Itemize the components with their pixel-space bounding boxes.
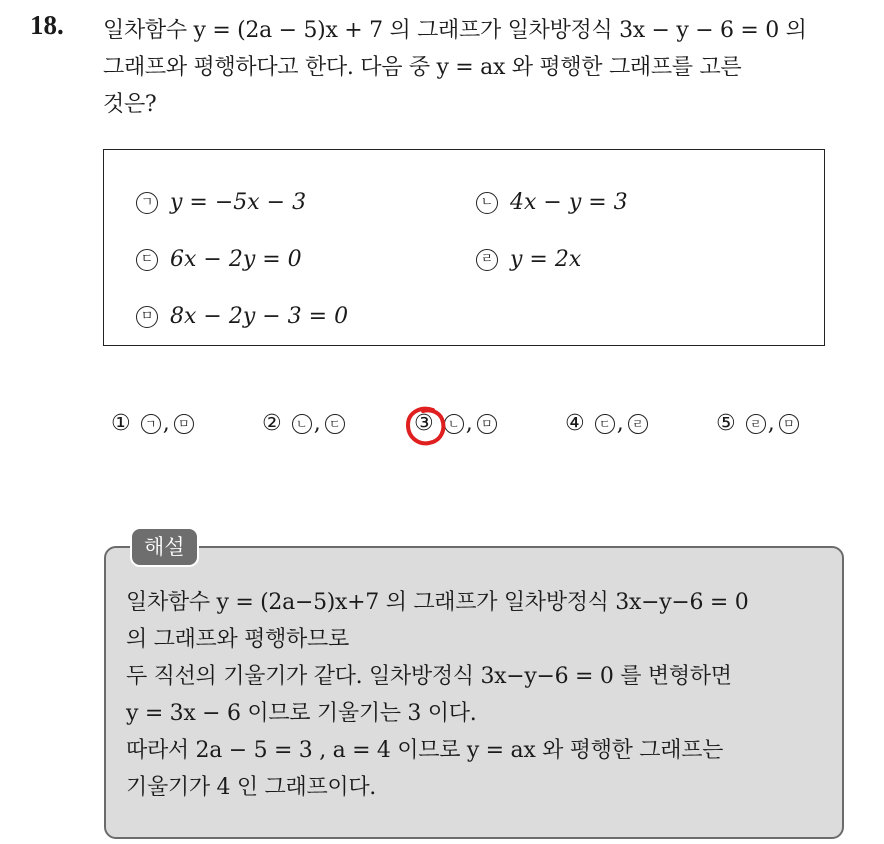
choice-number: ① (111, 411, 131, 436)
question-text (103, 12, 868, 123)
choice-marker: ㅁ (174, 414, 194, 434)
option-expression: y = 2x (510, 247, 582, 272)
answer-choice-4[interactable]: ④ ㄷ , ㄹ (565, 411, 648, 436)
choice-marker: ㅁ (477, 414, 497, 434)
question-line: 것은? (103, 92, 157, 117)
choice-marker: ㄹ (746, 414, 766, 434)
solution-line: 일차함수 y = (2a−5)x+7 의 그래프가 일차방정식 3x−y−6 = 0 (126, 590, 749, 615)
answer-choice-1[interactable]: ① ㄱ , ㅁ (111, 411, 194, 436)
solution-line: 기울기가 4 인 그래프이다. (126, 775, 376, 800)
choice-marker: ㅁ (779, 414, 799, 434)
solution-line: 따라서 2a − 5 = 3 , a = 4 이므로 y = ax 와 평행한 그래프는 (126, 738, 724, 763)
option-marker: ㄱ (136, 192, 158, 214)
choice-marker: ㄱ (141, 414, 161, 434)
options-box (103, 149, 825, 346)
option-3 (136, 247, 302, 272)
option-marker: ㅁ (136, 306, 158, 328)
choice-marker: ㄴ (444, 414, 464, 434)
option-marker: ㄴ (476, 192, 498, 214)
answer-choice-2[interactable]: ② ㄴ , ㄷ (262, 411, 345, 436)
solution-text (126, 584, 836, 806)
option-2 (476, 190, 628, 215)
choice-marker: ㄷ (325, 414, 345, 434)
option-expression: 4x − y = 3 (510, 190, 628, 215)
choice-number: ⑤ (716, 411, 736, 436)
question-line: 그래프와 평행하다고 한다. 다음 중 y = ax 와 평행한 그래프를 고른 (103, 55, 742, 80)
answer-choice-3[interactable]: ③ ㄴ , ㅁ (414, 411, 497, 436)
choice-marker: ㄴ (292, 414, 312, 434)
question-line: 일차함수 y = (2a − 5)x + 7 의 그래프가 일차방정식 3x − y − 6 = 0 의 (103, 18, 807, 43)
solution-label: 해설 (130, 527, 199, 567)
option-expression: 6x − 2y = 0 (170, 247, 302, 272)
choice-number: ② (262, 411, 282, 436)
choice-number: ③ (414, 411, 434, 436)
question-number: 18. (30, 10, 64, 40)
choice-marker: ㄹ (628, 414, 648, 434)
option-5 (136, 304, 348, 329)
choice-number: ④ (565, 411, 585, 436)
option-expression: y = −5x − 3 (170, 190, 307, 215)
choice-marker: ㄷ (595, 414, 615, 434)
option-marker: ㄷ (136, 249, 158, 271)
option-expression: 8x − 2y − 3 = 0 (170, 304, 349, 329)
answer-choice-5[interactable]: ⑤ ㄹ , ㅁ (716, 411, 799, 436)
option-4 (476, 247, 581, 272)
option-1 (136, 190, 306, 215)
solution-line: y = 3x − 6 이므로 기울기는 3 이다. (126, 701, 477, 726)
selected-answer-circle-icon (403, 403, 449, 449)
option-marker: ㄹ (476, 249, 498, 271)
solution-line: 의 그래프와 평행하므로 (126, 627, 349, 652)
solution-line: 두 직선의 기울기가 같다. 일차방정식 3x−y−6 = 0 를 변형하면 (126, 664, 732, 689)
